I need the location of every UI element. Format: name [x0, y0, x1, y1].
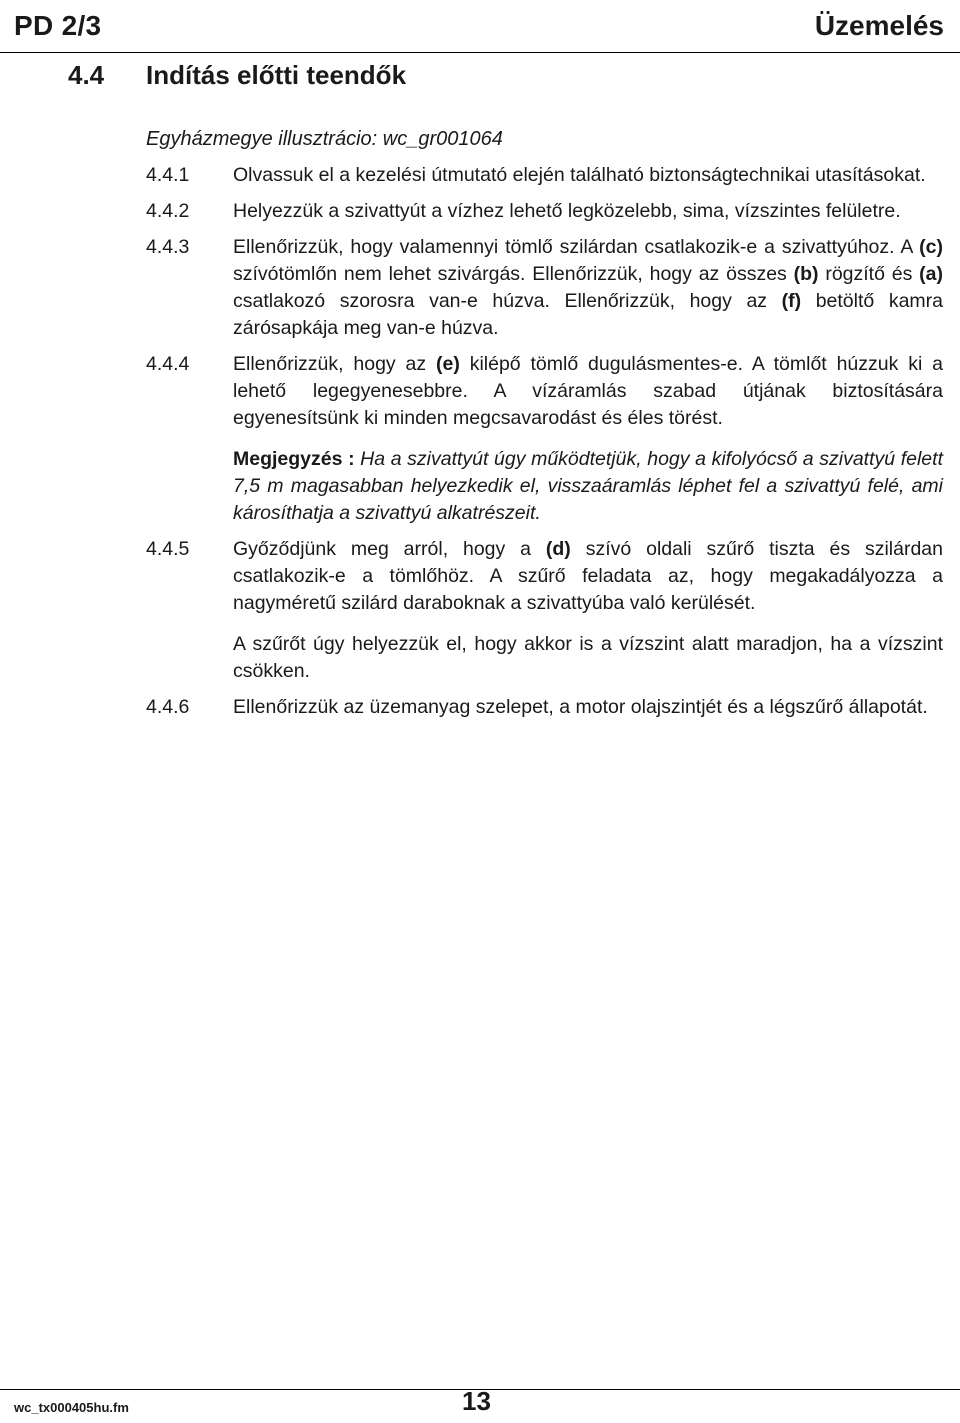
text-run: csatlakozó szorosra van-e húzva. Ellenőrizzük, hogy az	[233, 290, 782, 312]
list-item	[146, 694, 943, 721]
item-body	[233, 694, 943, 721]
list-item	[146, 536, 943, 685]
part-label-f: (f)	[781, 290, 802, 312]
text-run: szívótömlőn nem lehet szivárgás. Ellenőrizzük, hogy az összes	[233, 263, 794, 285]
page-number: 13	[462, 1386, 491, 1416]
item-text: Olvassuk el a kezelési útmutató elején található biztonságtechnikai utasításokat.	[233, 164, 926, 186]
section-heading	[68, 60, 406, 91]
header-section-code: PD 2/3	[14, 10, 102, 41]
header-chapter-title: Üzemelés	[814, 10, 944, 41]
item-body	[233, 351, 943, 527]
item-body	[233, 234, 943, 342]
footer-filename: wc_tx000405hu.fm	[14, 1400, 129, 1415]
note-label: Megjegyzés :	[233, 448, 355, 470]
item-body	[233, 536, 943, 685]
item-text	[233, 234, 943, 342]
item-number: 4.4.5	[146, 538, 190, 560]
list-item	[146, 234, 943, 342]
part-label-c: (c)	[919, 236, 943, 258]
item-text: Ellenőrizzük az üzemanyag szelepet, a motor olajszintjét és a légszűrő állapotát.	[233, 696, 928, 718]
item-text	[233, 351, 943, 432]
item-number: 4.4.3	[146, 236, 190, 258]
item-body	[233, 198, 943, 225]
part-label-b: (b)	[793, 263, 819, 285]
section-title-text: Indítás előtti teendők	[146, 60, 407, 90]
illustration-reference: Egyházmegye illusztrácio: wc_gr001064	[146, 128, 503, 150]
instruction-list	[146, 162, 943, 730]
text-run: szívó oldali szűrő tiszta és szilárdan csatlakozik-e a tömlőhöz. A szűrő feladata az, hogy megakadályozza a nagyméretű szilárd daraboknak a szivattyúba való kerülését.	[233, 538, 943, 614]
text-run: Ellenőrizzük, hogy az	[233, 353, 436, 375]
text-run: betöltő kamra zárósapkája meg van-e húzva.	[233, 290, 943, 339]
list-item	[146, 162, 943, 189]
note-text: Ha a szivattyút úgy működtetjük, hogy a kifolyócső a szivattyú felett 7,5 m magasabban helyezkedik el, visszaáramlás léphet fel a szivattyú felé, ami károsíthatja a szivattyú alkatrészeit.	[233, 448, 943, 524]
item-body	[233, 162, 943, 189]
list-item	[146, 198, 943, 225]
item-text: Helyezzük a szivattyút a vízhez lehető legközelebb, sima, vízszintes felületre.	[233, 200, 901, 222]
section-number: 4.4	[68, 60, 105, 90]
part-label-e: (e)	[436, 353, 460, 375]
part-label-a: (a)	[919, 263, 943, 285]
list-item	[146, 351, 943, 527]
item-number: 4.4.4	[146, 353, 190, 375]
text-run: Győződjünk meg arról, hogy a	[233, 538, 546, 560]
item-number: 4.4.1	[146, 164, 190, 186]
note-paragraph	[233, 446, 943, 527]
text-run: Ellenőrizzük, hogy valamennyi tömlő szilárdan csatlakozik-e a szivattyúhoz. A	[233, 236, 920, 258]
item-text-secondary: A szűrőt úgy helyezzük el, hogy akkor is a vízszint alatt maradjon, ha a vízszint csökken.	[233, 633, 943, 682]
item-number: 4.4.6	[146, 696, 190, 718]
text-run: kilépő tömlő dugulásmentes-e. A tömlőt húzzuk ki a lehető legegyenesebbre. A vízáramlás szabad útjának biztosítására egyenesítsünk ki minden megcsavarodást és éles törést.	[233, 353, 943, 429]
item-number: 4.4.2	[146, 200, 190, 222]
header-divider	[0, 52, 960, 53]
part-label-d: (d)	[545, 538, 571, 560]
text-run: rögzítő és	[818, 263, 920, 285]
item-text	[233, 536, 943, 617]
